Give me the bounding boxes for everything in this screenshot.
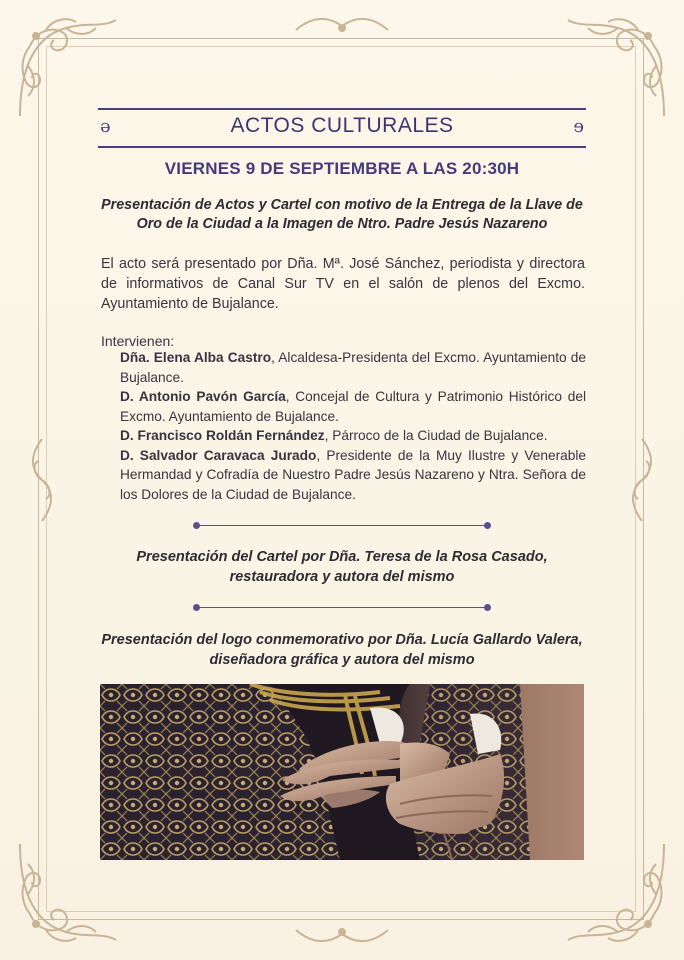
bottom-ornament-icon xyxy=(292,924,392,946)
divider-dot-icon xyxy=(484,522,491,529)
title-banner xyxy=(98,102,586,152)
speaker-item xyxy=(120,348,586,387)
speaker-item xyxy=(120,426,586,446)
nazareno-hands-photo xyxy=(100,684,584,860)
divider-line xyxy=(199,525,485,526)
divider-dot-icon xyxy=(193,604,200,611)
page-title: ACTOS CULTURALES xyxy=(230,114,454,137)
divider-line xyxy=(199,607,485,608)
divider-dot-icon xyxy=(193,522,200,529)
logo-presentation: Presentación del logo conmemorativo por Dña. Lucía Gallardo Valera, diseñadora gráfica y autora del mismo xyxy=(101,632,583,668)
scroll-curl-icon: ə xyxy=(100,116,111,137)
title-rule-bottom xyxy=(98,146,586,148)
speaker-name: Dña. Elena Alba Castro xyxy=(120,350,272,365)
poster-presentation: Presentación del Cartel por Dña. Teresa de la Rosa Casado, restauradora y autora del mismo xyxy=(136,549,548,585)
speaker-item xyxy=(120,387,586,426)
speaker-role: , Párroco de la Ciudad de Bujalance. xyxy=(324,428,548,443)
scroll-curl-icon: ɘ xyxy=(573,116,584,137)
speaker-name: D. Francisco Roldán Fernández xyxy=(120,428,325,443)
speakers-label: Intervienen: xyxy=(101,333,175,349)
speakers-list xyxy=(120,348,586,504)
speaker-name: D. Antonio Pavón García xyxy=(120,389,286,404)
divider-dot-icon xyxy=(484,604,491,611)
event-date: VIERNES 9 DE SEPTIEMBRE A LAS 20:30H xyxy=(164,159,520,178)
presenter-paragraph: El acto será presentado por Dña. Mª. José Sánchez, periodista y directora de informativos de Canal Sur TV en el salón de plenos del Excmo. Ayuntamiento de Bujalance. xyxy=(101,256,585,312)
speaker-name: D. Salvador Caravaca Jurado xyxy=(120,447,317,463)
section-divider xyxy=(193,522,491,530)
intro-heading: Presentación de Actos y Cartel con motivo de la Entrega de la Llave de Oro de la Ciudad a la Imagen de Ntro. Padre Jesús Nazareno xyxy=(101,197,583,232)
speaker-role: , Presidente de la Muy Ilustre y Venerable Hermandad y Cofradía de Nuestro Padre Jesús Nazareno y Ntra. Señora de los Dolores de la Ciudad de Bujalance. xyxy=(120,447,587,502)
top-ornament-icon xyxy=(292,14,392,36)
speaker-item xyxy=(120,446,586,505)
title-rule-top xyxy=(98,108,586,110)
speaker-role: , Alcaldesa-Presidenta del Excmo. Ayuntamiento de Bujalance. xyxy=(120,350,586,385)
side-ornament-icon xyxy=(622,435,662,525)
side-ornament-icon xyxy=(22,435,62,525)
section-divider xyxy=(193,604,491,612)
speaker-role: , Concejal de Cultura y Patrimonio Histórico del Excmo. Ayuntamiento de Bujalance. xyxy=(120,389,586,424)
